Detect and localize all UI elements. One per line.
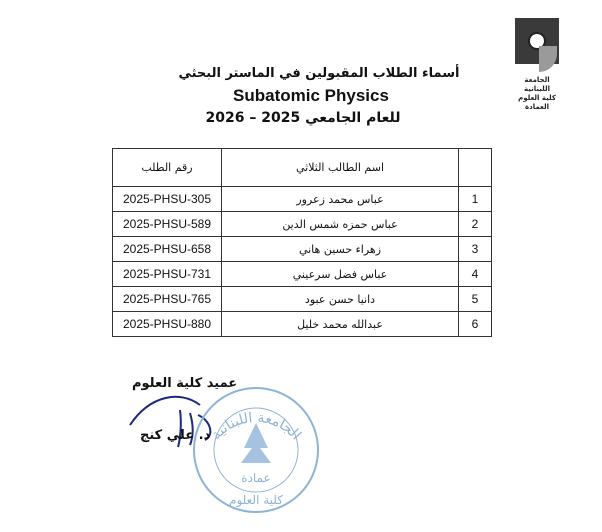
table-row: [113, 187, 492, 212]
logo-mark: [515, 18, 559, 64]
student-name: عباس فضل سرعيني: [222, 262, 459, 287]
official-stamp: [186, 378, 326, 518]
stamp-text: كلية العلوم: [229, 493, 283, 507]
table-header-row: [113, 149, 492, 187]
application-id: 2025-PHSU-880: [113, 312, 222, 337]
header-name: اسم الطالب الثلاثي: [222, 149, 459, 187]
row-number: 4: [459, 262, 492, 287]
student-name: عباس محمد زعرور: [222, 187, 459, 212]
row-number: 1: [459, 187, 492, 212]
application-id: 2025-PHSU-731: [113, 262, 222, 287]
table-row: [113, 312, 492, 337]
table-row: [113, 212, 492, 237]
stamp-text: عمادة: [241, 471, 271, 485]
logo-line: العمادة: [524, 103, 550, 111]
row-number: 2: [459, 212, 492, 237]
logo-line: كلية العلوم: [518, 94, 556, 102]
table-row: [113, 237, 492, 262]
document-title: أسماء الطلاب المقبولين في الماستر البحثي: [178, 66, 460, 81]
application-id: 2025-PHSU-589: [113, 212, 222, 237]
program-name: Subatomic Physics: [233, 86, 389, 105]
row-number: 6: [459, 312, 492, 337]
student-name: عبدالله محمد خليل: [222, 312, 459, 337]
application-id: 2025-PHSU-658: [113, 237, 222, 262]
application-id: 2025-PHSU-305: [113, 187, 222, 212]
students-table: [112, 148, 492, 337]
table-row: [113, 262, 492, 287]
stamp-text: الجامعة اللبنانية: [208, 409, 304, 444]
header-id: رقم الطلب: [113, 149, 222, 187]
signatory-role: عميد كلية العلوم: [132, 376, 238, 391]
student-name: زهراء حسين هاني: [222, 237, 459, 262]
student-name: عباس حمزه شمس الدين: [222, 212, 459, 237]
row-number: 3: [459, 237, 492, 262]
academic-year: للعام الجامعي 2025 – 2026: [205, 110, 401, 126]
student-name: دانيا حسن عبود: [222, 287, 459, 312]
header-num: [459, 149, 492, 187]
row-number: 5: [459, 287, 492, 312]
signatory-name: د. علي كنج: [140, 428, 211, 443]
logo-line: الجامعة اللبنانية: [524, 76, 550, 93]
application-id: 2025-PHSU-765: [113, 287, 222, 312]
table-row: [113, 287, 492, 312]
